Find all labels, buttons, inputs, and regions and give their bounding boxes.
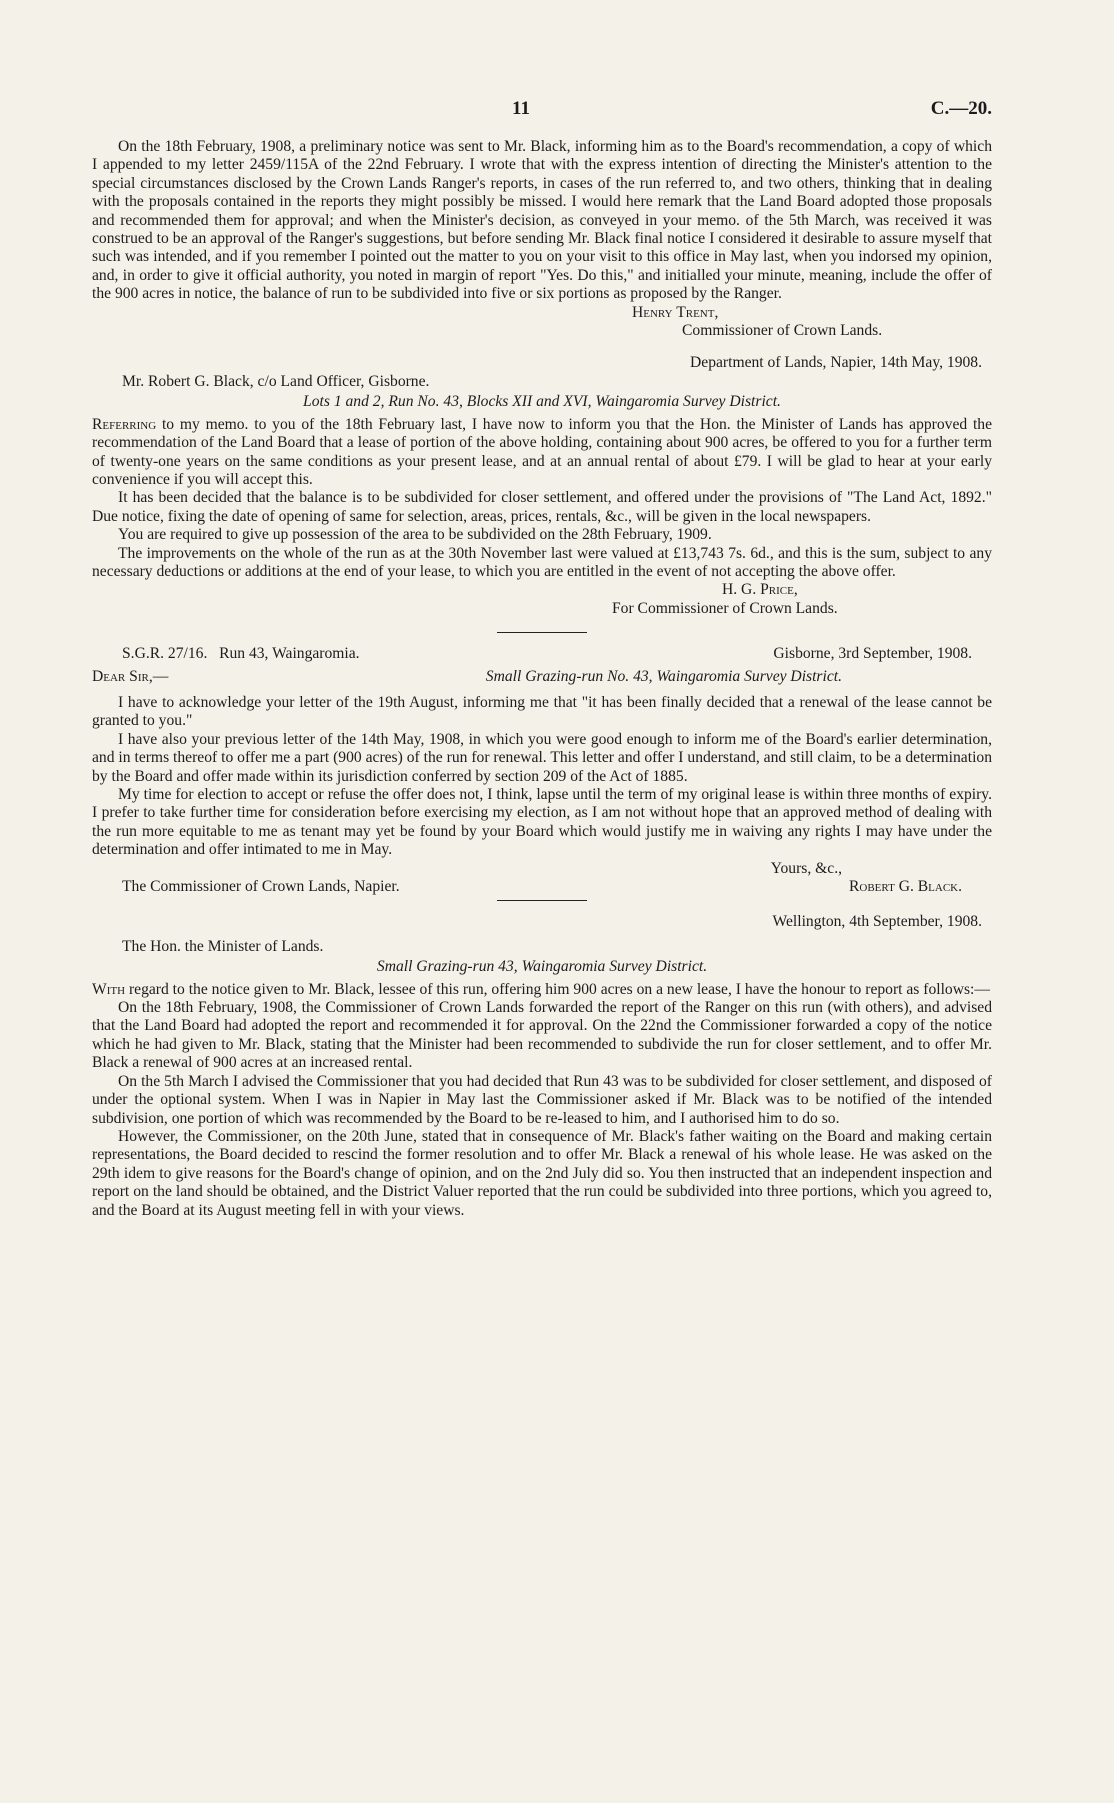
letter3-ref-text: S.G.R. 27/16. <box>122 645 208 663</box>
letter3-paragraph-1: I have to acknowledge your letter of the 19th August, informing me that "it has been finally decided that a renewal of the lease cannot be granted to you." <box>92 693 992 730</box>
letter2-paragraph-3: You are required to give up possession of the area to be subdivided on the 28th February, 1909. <box>118 526 712 544</box>
letter1-signature-title: Commissioner of Crown Lands. <box>682 322 883 340</box>
letter2-paragraph-1-text: to my memo. to you of the 18th February last, I have now to inform you that the Hon. the Minister of Lands has approved the recommendation of the Land Board that a lease of portion of the above holding, containing about 900 acres, be offered to you for a further term of twenty-one years on the same conditions as your present lease, and at an annual rental of about £79. I will be glad to hear at your early convenience if you will accept this. <box>92 415 992 488</box>
letter3-paragraph-2: I have also your previous letter of the 14th May, 1908, in which you were good enough to inform me of the Board's earlier determination, and in terms thereof to offer me a part (900 acres) of the run for renewal. This letter and offer I understand, and still claim, to be a determination by the Board and offer made within its jurisdiction conferred by section 209 of the Act of 1885. <box>92 730 992 785</box>
letter2-paragraph-2: It has been decided that the balance is to be subdivided for closer settlement, and offered under the provisions of "The Land Act, 1892." Due notice, fixing the date of opening of same for selection, areas, prices, rentals, &c., will be given in the local newspapers. <box>92 489 992 525</box>
letter4-paragraph-4: However, the Commissioner, on the 20th June, stated that in consequence of Mr. Black's father waiting on the Board and making certain representations, the Board decided to rescind the former resolution and to offer Mr. Black a renewal of his whole lease. He was asked on the 29th idem to give reasons for the Board's change of opinion, and on the 2nd July did so. You then instructed that an independent inspection and report on the land should be obtained, and the District Valuer reported that the run could be subdivided into three portions, which you agreed to, and the Board at its August meeting fell in with your views. <box>92 1127 992 1219</box>
letter1-signature-name: Henry Trent, <box>632 303 719 321</box>
letter2-paragraph-1 <box>92 416 992 490</box>
letter4-paragraph-3: On the 5th March I advised the Commissioner that you had decided that Run 43 was to be subdivided for closer settlement, and disposed of under the optional system. When I was in Napier in May last the Commissioner asked if Mr. Black was to be notified of the intended subdivision, one portion of which was recommended by the Board to be re-leased to him, and I authorised him to do so. <box>92 1072 992 1127</box>
letter3-dateline: Gisborne, 3rd September, 1908. <box>773 645 972 663</box>
document-reference: C.—20. <box>930 98 992 119</box>
letter3-header-row <box>92 645 992 663</box>
letter2-signature-name: H. G. Price, <box>722 581 798 599</box>
letter4-paragraph-1 <box>92 981 992 999</box>
letter3-subject: Small Grazing-run No. 43, Waingaromia Survey District. <box>485 667 842 685</box>
letter4-subject: Small Grazing-run 43, Waingaromia Survey District. <box>376 958 708 976</box>
letter2-subject: Lots 1 and 2, Run No. 43, Blocks XII and XVI, Waingaromia Survey District. <box>303 393 781 411</box>
letter3-footer-row <box>92 878 992 896</box>
letter-trent <box>92 138 992 340</box>
letter3-addressee: The Commissioner of Crown Lands, Napier. <box>122 878 400 896</box>
letter2-dateline: Department of Lands, Napier, 14th May, 1908. <box>690 354 982 372</box>
letter1-paragraph-1: On the 18th February, 1908, a preliminary notice was sent to Mr. Black, informing him as to the Board's recommendation, a copy of which I appended to my letter 2459/115A of the 22nd February. I wrote that with the express intention of directing the Minister's attention to the special circumstances disclosed by the Crown Lands Ranger's reports, in cases of the run referred to, and two others, thinking that in dealing with the proposals contained in the reports they might possibly be missed. I would here remark that the Land Board adopted those proposals and recommended them for approval; and when the Minister's decision, as conveyed in your memo. of the 5th March, was received it was construed to be an approval of the Ranger's suggestions, but before sending Mr. Black final notice I considered it desirable to assure myself that such was intended, and if you remember I pointed out the matter to you on your visit to this office in May last, when you indorsed my opinion, and, in order to give it official authority, you noted in margin of report "Yes. Do this," and initialled your minute, meaning, include the offer of the 900 acres in notice, the balance of run to be subdivided into five or six portions as proposed by the Ranger. <box>92 138 992 303</box>
page-number: 11 <box>512 98 530 119</box>
letter2-signature <box>612 581 992 618</box>
letter2-addressee: Mr. Robert G. Black, c/o Land Officer, Gisborne. <box>122 372 430 390</box>
letter3-salutation-row <box>92 668 992 686</box>
letter4-opening-word: With <box>92 980 126 998</box>
letter-price <box>92 354 992 618</box>
letter3-paragraph-3: My time for election to accept or refuse the offer does not, I think, lapse until the term of my original lease is within three months of expiry. I prefer to take further time for consideration before exercising my election, as I am not without hope that an approved method of dealing with the run more equitable to me as tenant may yet be found by your Board which would justify me in waiving any rights I may have under the determination and offer intimated to me in May. <box>92 786 992 859</box>
letter2-opening-word: Referring <box>92 415 157 433</box>
letter4-addressee: The Hon. the Minister of Lands. <box>122 937 324 955</box>
letter3-signature-name: Robert G. Black. <box>849 878 962 896</box>
section-divider-2 <box>497 900 587 901</box>
letter2-paragraph-4: The improvements on the whole of the run as at the 30th November last were valued at £13,743 7s. 6d., and this is the sum, subject to any necessary deductions or additions at the end of your lease, to which you are entitled in the event of not accepting the above offer. <box>92 544 992 580</box>
letter3-run: Run 43, Waingaromia. <box>219 645 360 663</box>
document-page <box>92 100 992 1220</box>
letter1-signature <box>612 304 992 341</box>
letter-minister-report <box>92 913 992 1220</box>
letter2-signature-title: For Commissioner of Crown Lands. <box>612 599 838 617</box>
letter-black <box>92 645 992 896</box>
letter4-paragraph-2: On the 18th February, 1908, the Commissioner of Crown Lands forwarded the report of the Ranger on this run (with others), and advised that the Land Board had adopted the report and recommended it for approval. On the 22nd the Commissioner forwarded a copy of the notice which he had given to Mr. Black, stating that the Minister had been recommended to subdivide the run for closer settlement, and to offer Mr. Black a renewal of 900 acres at an increased rental. <box>92 999 992 1072</box>
letter3-salutation: Dear Sir,— <box>92 667 169 685</box>
letter3-ref <box>122 645 360 663</box>
section-divider <box>497 632 587 633</box>
letter4-paragraph-1-text: regard to the notice given to Mr. Black, lessee of this run, offering him 900 acres on a new lease, I have the honour to report as follows:— <box>128 980 990 998</box>
letter4-dateline: Wellington, 4th September, 1908. <box>772 913 982 931</box>
letter3-closing: Yours, &c., <box>770 859 842 877</box>
page-header <box>92 100 992 138</box>
